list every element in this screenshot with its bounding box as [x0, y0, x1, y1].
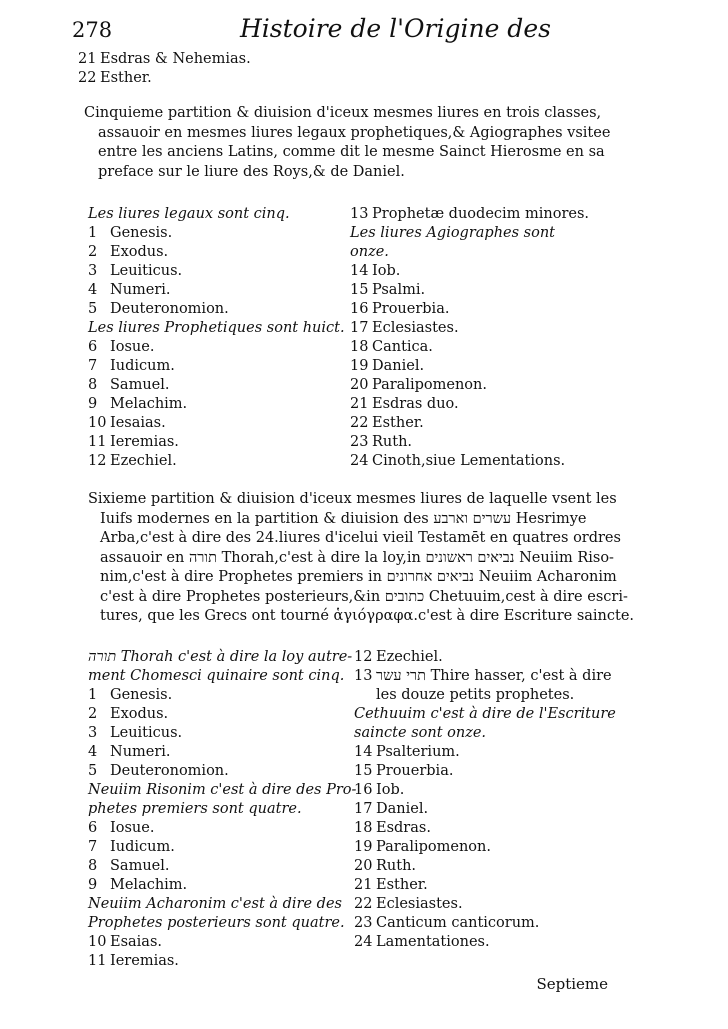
item-number: 1	[88, 225, 98, 241]
section-heading: phetes premiers sont quatre.	[88, 801, 302, 817]
item-text: Ieremias.	[110, 953, 179, 969]
item-number: 15	[350, 282, 369, 298]
item-text: Melachim.	[110, 396, 188, 412]
item-text: Psalterium.	[376, 744, 460, 760]
list-item	[88, 357, 345, 376]
item-number: 21	[78, 51, 97, 67]
item-text: Ezechiel.	[110, 453, 177, 469]
item-number	[354, 686, 376, 705]
item-text: Samuel.	[110, 858, 170, 874]
section-heading: ment Chomesci quinaire sont cinq.	[88, 668, 345, 684]
list-item	[88, 838, 356, 857]
list-item	[350, 319, 589, 338]
fifth-paragraph	[84, 104, 610, 182]
item-text: Paralipomenon.	[376, 839, 491, 855]
item-text: Daniel.	[372, 358, 425, 374]
list-item	[350, 205, 589, 224]
list-item	[354, 781, 616, 800]
list-item	[350, 452, 589, 471]
page-number: 278	[72, 18, 113, 42]
list-item	[88, 224, 345, 243]
item-text: Samuel.	[110, 377, 170, 393]
item-text: Lamentationes.	[376, 934, 490, 950]
item-text: Ruth.	[372, 434, 413, 450]
list-item	[354, 933, 616, 952]
item-text: Paralipomenon.	[372, 377, 487, 393]
item-text: Esdras duo.	[372, 396, 459, 412]
item-number: 22	[354, 896, 373, 912]
item-text: Esdras & Nehemias.	[100, 51, 251, 67]
item-number: 19	[354, 839, 373, 855]
list-item	[88, 300, 345, 319]
list-item	[88, 338, 345, 357]
item-text: Prouerbia.	[376, 763, 454, 779]
list-item	[88, 952, 356, 971]
item-number: 16	[354, 782, 373, 798]
sixth-right-column	[354, 648, 616, 952]
item-number: 7	[88, 358, 98, 374]
sixth-paragraph	[88, 490, 634, 627]
text-line: Cinquieme partition & diuision d'iceux mesmes liures en trois classes,	[84, 105, 602, 121]
list-item	[78, 69, 251, 88]
item-number: 20	[350, 377, 369, 393]
item-number: 9	[88, 396, 98, 412]
item-number: 24	[350, 453, 369, 469]
item-number: 2	[88, 706, 98, 722]
item-number: 18	[354, 820, 373, 836]
item-text: Psalmi.	[372, 282, 426, 298]
item-text: Cinoth,siue Lementations.	[372, 453, 566, 469]
item-text: Iob.	[376, 782, 405, 798]
item-number: 12	[354, 649, 373, 665]
item-number: 21	[354, 877, 373, 893]
item-text: Ruth.	[376, 858, 417, 874]
item-number: 3	[88, 263, 98, 279]
item-number: 14	[354, 744, 373, 760]
item-text: Melachim.	[110, 877, 188, 893]
list-item	[350, 376, 589, 395]
item-text: Genesis.	[110, 225, 173, 241]
item-text: les douze petits prophetes.	[376, 687, 575, 703]
item-number: 22	[350, 415, 369, 431]
item-text: Esther.	[100, 70, 152, 86]
list-item	[350, 414, 589, 433]
item-number: 19	[350, 358, 369, 374]
item-number: 10	[88, 934, 107, 950]
list-item	[88, 243, 345, 262]
list-item	[88, 705, 356, 724]
text-line: c'est à dire Prophetes posterieurs,&in כתובים Chetuuim,cest à dire escri-	[100, 588, 628, 605]
item-number: 23	[350, 434, 369, 450]
item-text: תרי עשר Thire hasser, c'est à dire	[376, 668, 612, 684]
section-heading: saincte sont onze.	[354, 725, 487, 741]
item-text: Cantica.	[372, 339, 433, 355]
catchword: Septieme	[536, 975, 608, 993]
section-heading: Les liures legaux sont cinq.	[88, 206, 290, 222]
list-item	[354, 838, 616, 857]
item-number: 2	[88, 244, 98, 260]
section-heading: onze.	[350, 244, 389, 260]
list-item	[88, 762, 356, 781]
list-item	[350, 338, 589, 357]
list-item	[354, 667, 616, 686]
item-number: 15	[354, 763, 373, 779]
item-number: 13	[350, 206, 369, 222]
text-line: assauoir en תורה Thorah,c'est à dire la loy,in נביאים ראשונים Neuiim Riso-	[100, 549, 614, 566]
text-line: tures, que les Grecs ont tourné ἁγιόγραφα.c'est à dire Escriture saincte.	[100, 608, 635, 624]
item-number: 1	[88, 687, 98, 703]
text-line: Arba,c'est à dire des 24.liures d'icelui vieil Testamēt en quatres ordres	[100, 530, 621, 546]
item-number: 8	[88, 858, 98, 874]
item-text: Prophetæ duodecim minores.	[372, 206, 590, 222]
item-number: 4	[88, 282, 98, 298]
item-text: Leuiticus.	[110, 725, 183, 741]
list-item	[88, 819, 356, 838]
item-number: 6	[88, 339, 98, 355]
section-heading: תורה Thorah c'est à dire la loy autre-	[88, 649, 353, 665]
list-item	[78, 50, 251, 69]
list-item	[88, 686, 356, 705]
fifth-right-column	[350, 205, 589, 471]
running-title: Histoire de l'Origine des	[240, 14, 551, 43]
list-item	[88, 933, 356, 952]
item-text: Iosue.	[110, 339, 155, 355]
list-item	[350, 262, 589, 281]
list-item	[354, 895, 616, 914]
list-item	[88, 724, 356, 743]
item-text: Deuteronomion.	[110, 301, 229, 317]
item-text: Esdras.	[376, 820, 431, 836]
item-text: Ezechiel.	[376, 649, 443, 665]
item-text: Ieremias.	[110, 434, 179, 450]
item-number: 20	[354, 858, 373, 874]
fifth-left-column	[88, 205, 345, 471]
section-heading: Cethuuim c'est à dire de l'Escriture	[354, 706, 616, 722]
item-number: 21	[350, 396, 369, 412]
item-text: Eclesiastes.	[372, 320, 459, 336]
item-number: 5	[88, 301, 98, 317]
sixth-left-column	[88, 648, 356, 971]
item-text: Iosue.	[110, 820, 155, 836]
item-number: 22	[78, 70, 97, 86]
list-item	[354, 762, 616, 781]
text-line: entre les anciens Latins, comme dit le mesme Sainct Hierosme en sa	[98, 144, 605, 160]
item-text: Esther.	[372, 415, 424, 431]
list-item	[354, 914, 616, 933]
list-item	[350, 300, 589, 319]
text-line: Sixieme partition & diuision d'iceux mesmes liures de laquelle vsent les	[88, 491, 617, 507]
item-number: 12	[88, 453, 107, 469]
list-item	[350, 395, 589, 414]
section-heading: Les liures Agiographes sont	[350, 225, 556, 241]
list-item	[350, 281, 589, 300]
text-line: Iuifs modernes en la partition & diuision des עשרים וארבע Hesrimye	[100, 510, 587, 527]
list-item	[88, 743, 356, 762]
list-item	[354, 648, 616, 667]
list-item	[88, 876, 356, 895]
list-item	[88, 414, 345, 433]
list-item	[354, 819, 616, 838]
item-number: 3	[88, 725, 98, 741]
item-number: 5	[88, 763, 98, 779]
section-heading: Neuiim Acharonim c'est à dire des	[88, 896, 342, 912]
section-heading: Neuiim Risonim c'est à dire des Pro-	[88, 782, 357, 798]
top-list	[78, 50, 251, 88]
list-item	[88, 262, 345, 281]
item-number: 11	[88, 434, 107, 450]
item-text: Prouerbia.	[372, 301, 450, 317]
item-text: Esaias.	[110, 934, 163, 950]
item-number: 9	[88, 877, 98, 893]
item-number: 24	[354, 934, 373, 950]
list-item	[354, 876, 616, 895]
item-text: Iob.	[372, 263, 401, 279]
list-item	[354, 800, 616, 819]
list-item	[88, 376, 345, 395]
list-item	[88, 281, 345, 300]
item-text: Iudicum.	[110, 358, 175, 374]
item-text: Esther.	[376, 877, 428, 893]
item-text: Genesis.	[110, 687, 173, 703]
text-line: preface sur le liure des Roys,& de Daniel.	[98, 163, 405, 180]
item-text: Numeri.	[110, 282, 171, 298]
item-number: 8	[88, 377, 98, 393]
item-number: 16	[350, 301, 369, 317]
item-text: Iesaias.	[110, 415, 166, 431]
list-item	[354, 686, 616, 705]
text-line: assauoir en mesmes liures legaux prophetiques,& Agiographes vsitee	[98, 124, 611, 141]
item-text: Daniel.	[376, 801, 429, 817]
item-number: 18	[350, 339, 369, 355]
item-number: 11	[88, 953, 107, 969]
item-text: Iudicum.	[110, 839, 175, 855]
list-item	[88, 452, 345, 471]
section-heading: Prophetes posterieurs sont quatre.	[88, 915, 345, 931]
item-text: Numeri.	[110, 744, 171, 760]
list-item	[350, 357, 589, 376]
item-number: 13	[354, 668, 373, 684]
text-line: nim,c'est à dire Prophetes premiers in נביאים אחרונים Neuiim Acharonim	[100, 569, 617, 585]
item-number: 10	[88, 415, 107, 431]
item-number: 4	[88, 744, 98, 760]
list-item	[88, 433, 345, 452]
item-number: 6	[88, 820, 98, 836]
section-heading: Les liures Prophetiques sont huict.	[88, 320, 345, 336]
list-item	[88, 857, 356, 876]
item-number: 14	[350, 263, 369, 279]
list-item	[354, 743, 616, 762]
item-number: 7	[88, 839, 98, 855]
item-text: Exodus.	[110, 706, 169, 722]
item-text: Eclesiastes.	[376, 896, 463, 912]
list-item	[350, 433, 589, 452]
item-text: Deuteronomion.	[110, 763, 229, 779]
list-item	[88, 395, 345, 414]
item-number: 17	[350, 320, 369, 336]
item-text: Canticum canticorum.	[376, 915, 540, 931]
item-number: 17	[354, 801, 373, 817]
item-text: Exodus.	[110, 244, 169, 260]
item-number: 23	[354, 915, 373, 931]
item-text: Leuiticus.	[110, 263, 183, 279]
list-item	[354, 857, 616, 876]
